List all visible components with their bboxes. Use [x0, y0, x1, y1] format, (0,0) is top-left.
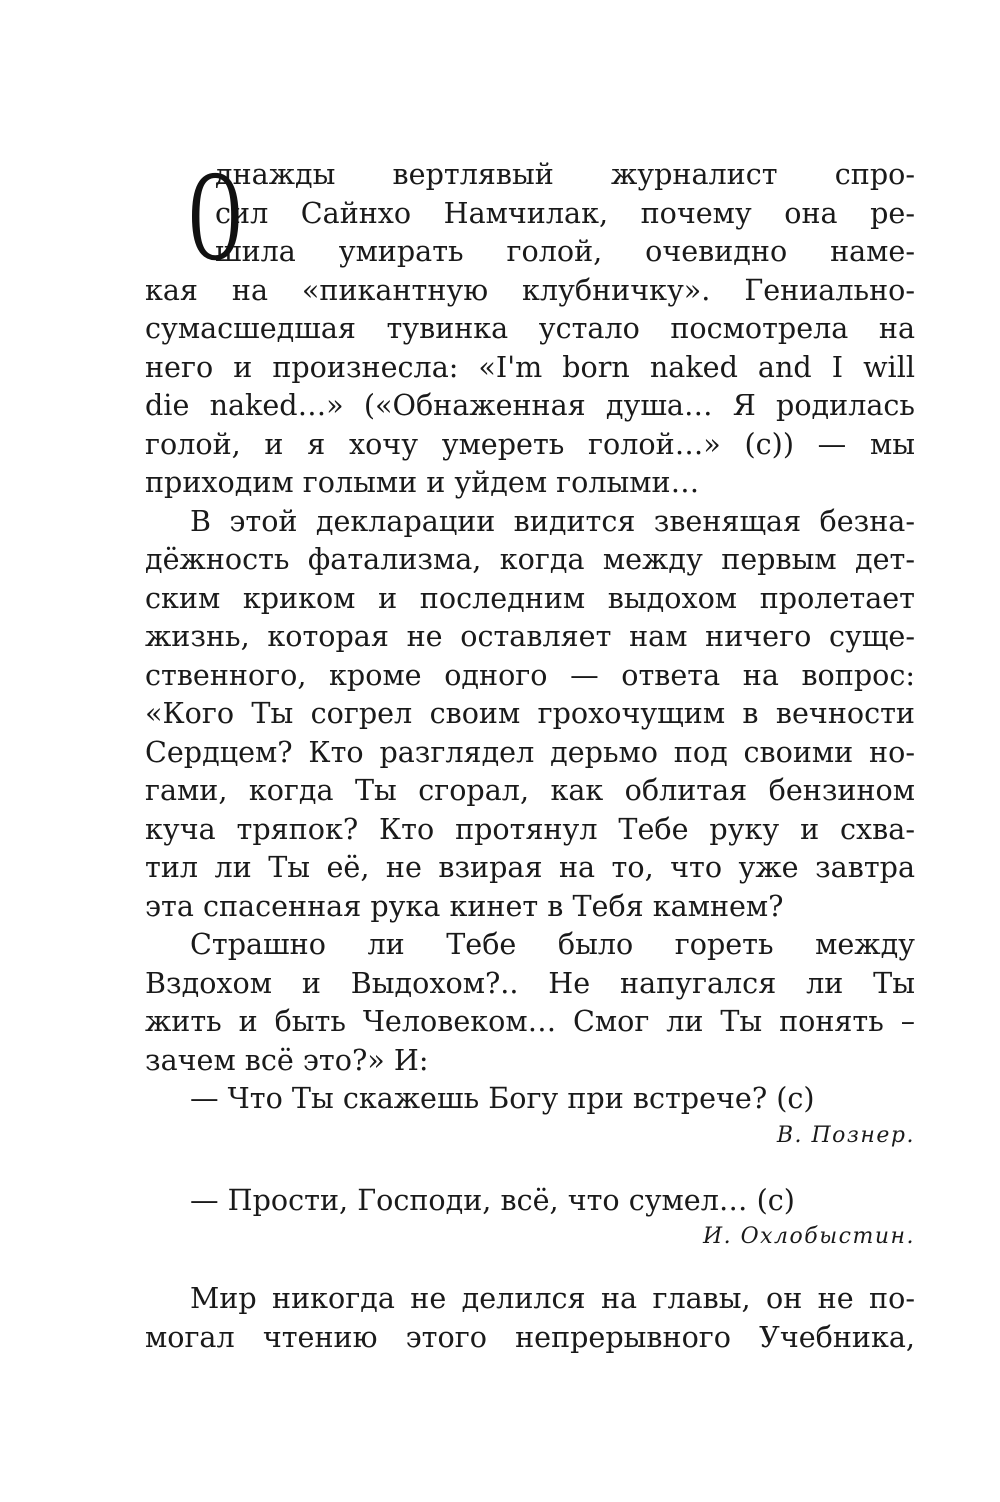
text-line: die naked…» («Обнаженная душа… Я родилась	[145, 388, 915, 422]
paragraph-4	[145, 1279, 915, 1356]
text-line: сил Сайнхо Намчилак, почему она ре-	[215, 195, 915, 230]
text-line: могал чтению этого непрерывного Учебника,	[145, 1319, 915, 1354]
text-line: куча тряпок? Кто протянул Тебе руку и схва-	[145, 811, 915, 846]
text-line: жить и быть Человеком… Смог ли Ты понять –	[145, 1004, 915, 1038]
text-line: приходим голыми и уйдем голыми…	[145, 465, 700, 499]
quote-text: — Прости, Господи, всё, что сумел… (с)	[190, 1182, 795, 1217]
quote-attribution: И. Охлобыстин.	[702, 1224, 915, 1249]
text-line: Вздохом и Выдохом?.. Не напугался ли Ты	[145, 965, 915, 1000]
text-line: ским криком и последним выдохом пролетает	[145, 580, 915, 615]
text-line: эта спасенная рука кинет в Тебя камнем?	[145, 888, 784, 923]
spacer	[145, 1257, 915, 1279]
quote-posner	[145, 1079, 915, 1156]
quote-okhlobystin	[145, 1181, 915, 1258]
quote-attribution: В. Познер.	[776, 1122, 915, 1148]
text-line: дёжность фатализма, когда между первым дет-	[145, 542, 915, 576]
text-line: Мир никогда не делился на главы, он не по-	[190, 1281, 915, 1315]
text-line: зачем всё это?» И:	[145, 1042, 429, 1077]
text-line: сумасшедшая тувинка устало посмотрела на	[145, 311, 915, 345]
book-page	[145, 144, 915, 1356]
spacer	[145, 1156, 915, 1181]
paragraph-1	[145, 144, 915, 502]
text-line: тил ли Ты её, не взирая на то, что уже завтра	[145, 850, 915, 884]
text-line: голой, и я хочу умереть голой…» (с)) — мы	[145, 426, 915, 461]
quote-text: — Что Ты скажешь Богу при встрече? (с)	[190, 1081, 815, 1115]
text-line: кая на «пикантную клубничку». Гениально-	[145, 272, 915, 307]
text-line: жизнь, которая не оставляет нам ничего суще-	[145, 619, 915, 653]
text-line: днажды вертлявый журналист спро-	[215, 157, 915, 191]
text-line: Страшно ли Тебе было гореть между	[190, 927, 915, 961]
drop-cap: О	[189, 144, 242, 288]
text-line: «Кого Ты согрел своим грохочущим в вечности	[145, 696, 915, 730]
paragraph-2	[145, 502, 915, 926]
paragraph-3	[145, 925, 915, 1079]
text-line: В этой декларации видится звенящая безна-	[190, 503, 915, 538]
text-line: гами, когда Ты сгорал, как облитая бензином	[145, 773, 915, 807]
text-line: него и произнесла: «I'm born naked and I will	[145, 349, 915, 384]
text-line: ственного, кроме одного — ответа на вопрос:	[145, 657, 915, 692]
text-line: шила умирать голой, очевидно наме-	[215, 234, 915, 268]
text-line: Сердцем? Кто разглядел дерьмо под своими но-	[145, 734, 915, 769]
